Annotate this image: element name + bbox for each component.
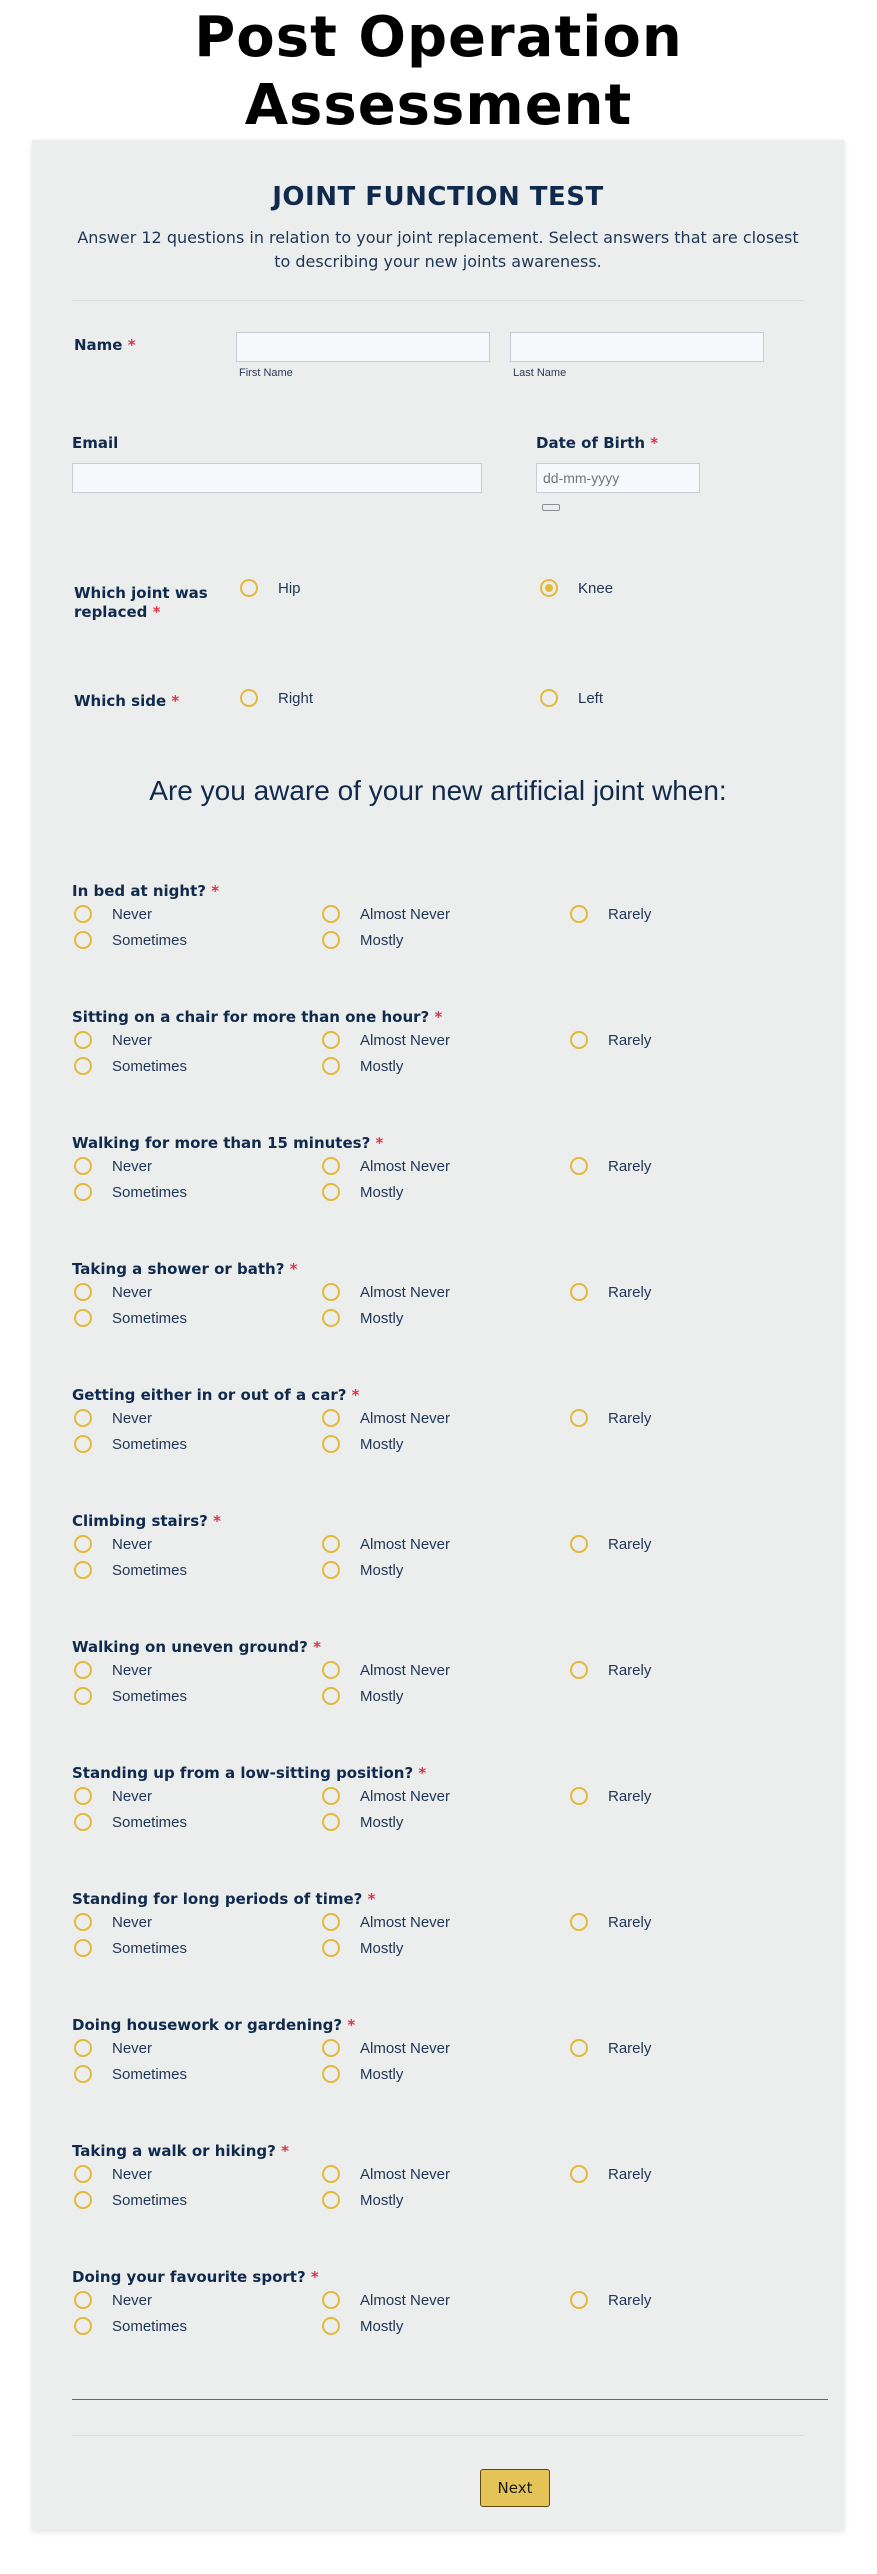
option-label: Never [112, 1535, 153, 1553]
dob-label [536, 434, 658, 453]
option-label: Almost Never [360, 1661, 451, 1679]
radio-icon[interactable] [74, 1057, 92, 1075]
radio-icon[interactable] [322, 1913, 340, 1931]
answer-option[interactable] [570, 902, 651, 926]
radio-icon[interactable] [74, 2317, 92, 2335]
radio-icon[interactable] [322, 1157, 340, 1175]
answer-option[interactable] [322, 1180, 403, 1204]
answer-option[interactable] [570, 1910, 651, 1934]
answer-option[interactable] [322, 1532, 450, 1556]
required-mark: * [367, 1890, 376, 1908]
radio-icon[interactable] [240, 579, 258, 597]
option-label: Rarely [608, 2165, 652, 2183]
radio-icon[interactable] [74, 1561, 92, 1579]
question-text: Standing for long periods of time? [72, 1890, 363, 1908]
option-label: Sometimes [112, 1435, 188, 1453]
joint-option-hip[interactable] [240, 576, 301, 600]
radio-icon[interactable] [74, 2191, 92, 2209]
answer-option[interactable] [322, 1054, 403, 1078]
option-label: Rarely [608, 1031, 652, 1049]
option-label: Never [112, 1031, 153, 1049]
answer-option[interactable] [322, 2162, 450, 2186]
option-label: Never [112, 905, 153, 923]
answer-option[interactable] [74, 1028, 152, 1052]
option-label: Sometimes [112, 2065, 188, 2083]
page-title: Post Operation Assessment [194, 5, 683, 138]
option-label: Mostly [360, 1561, 404, 1579]
answer-option[interactable] [570, 1658, 651, 1682]
answer-option[interactable] [74, 1684, 187, 1708]
radio-icon[interactable] [74, 931, 92, 949]
joint-option-knee[interactable] [540, 576, 613, 600]
radio-icon[interactable] [74, 1535, 92, 1553]
option-label: Sometimes [112, 1561, 188, 1579]
question-text: Taking a walk or hiking? [72, 2142, 276, 2160]
answer-option[interactable] [74, 1810, 187, 1834]
answer-option[interactable] [322, 1684, 403, 1708]
option-label: Rarely [608, 2039, 652, 2057]
radio-icon[interactable] [322, 2039, 340, 2057]
answer-option[interactable] [322, 1406, 450, 1430]
name-label-text: Name [74, 336, 123, 354]
answer-option[interactable] [74, 2288, 152, 2312]
option-label: Rarely [608, 1283, 652, 1301]
radio-icon[interactable] [74, 2065, 92, 2083]
option-label: Hip [278, 579, 301, 597]
answer-option[interactable] [570, 1784, 651, 1808]
option-label: Never [112, 1283, 153, 1301]
radio-icon[interactable] [322, 2191, 340, 2209]
question-text: Standing up from a low-sitting position? [72, 1764, 414, 1782]
first-name-sublabel: First Name [239, 367, 293, 379]
option-label: Never [112, 2165, 153, 2183]
radio-icon[interactable] [322, 2065, 340, 2083]
option-label: Never [112, 1661, 153, 1679]
answer-option[interactable] [322, 1784, 450, 1808]
answer-option[interactable] [74, 1936, 187, 1960]
answer-option[interactable] [74, 1306, 187, 1330]
option-label: Sometimes [112, 1183, 188, 1201]
radio-icon[interactable] [74, 1183, 92, 1201]
radio-icon[interactable] [74, 1157, 92, 1175]
question-text: In bed at night? [72, 882, 206, 900]
option-label: Rarely [608, 1661, 652, 1679]
question-text: Doing housework or gardening? [72, 2016, 343, 2034]
answer-option[interactable] [322, 1810, 403, 1834]
answer-option[interactable] [570, 1280, 651, 1304]
option-label: Mostly [360, 1309, 404, 1327]
answer-option[interactable] [322, 2188, 403, 2212]
email-label: Email [72, 434, 119, 452]
radio-icon[interactable] [570, 1031, 588, 1049]
option-label: Sometimes [112, 2191, 188, 2209]
joint-label [74, 584, 224, 622]
answer-option[interactable] [570, 2162, 651, 2186]
option-label: Almost Never [360, 1409, 451, 1427]
error-divider [72, 2399, 828, 2400]
answer-option[interactable] [322, 2062, 403, 2086]
required-mark: * [289, 1260, 298, 1278]
dob-label-text: Date of Birth [536, 434, 646, 452]
option-label: Mostly [360, 1813, 404, 1831]
answer-option[interactable] [570, 2288, 651, 2312]
answer-option[interactable] [322, 1028, 450, 1052]
option-label: Almost Never [360, 2291, 451, 2309]
radio-icon[interactable] [74, 1939, 92, 1957]
answer-option[interactable] [74, 928, 187, 952]
answer-option[interactable] [570, 1406, 651, 1430]
radio-icon[interactable] [322, 2165, 340, 2183]
question-label [72, 1512, 221, 1531]
required-mark: * [171, 692, 180, 710]
answer-option[interactable] [570, 1532, 651, 1556]
option-label: Right [278, 689, 314, 707]
radio-icon[interactable] [570, 2039, 588, 2057]
question-label [72, 2016, 355, 2035]
option-label: Almost Never [360, 905, 451, 923]
required-mark: * [418, 1764, 427, 1782]
radio-icon[interactable] [570, 1661, 588, 1679]
last-name-sublabel: Last Name [513, 367, 567, 379]
answer-option[interactable] [322, 1910, 450, 1934]
option-label: Mostly [360, 1687, 404, 1705]
option-label: Sometimes [112, 1939, 188, 1957]
radio-icon[interactable] [322, 1813, 340, 1831]
option-label: Sometimes [112, 2317, 188, 2335]
answer-option[interactable] [322, 902, 450, 926]
answer-option[interactable] [74, 1558, 187, 1582]
radio-icon[interactable] [74, 1661, 92, 1679]
option-label: Sometimes [112, 1057, 188, 1075]
divider [72, 2435, 804, 2436]
name-label [74, 336, 136, 355]
answer-option[interactable] [322, 1558, 403, 1582]
radio-icon[interactable] [570, 1409, 588, 1427]
required-mark: * [650, 434, 659, 452]
radio-icon[interactable] [74, 1913, 92, 1931]
answer-option[interactable] [322, 2314, 403, 2338]
option-label: Never [112, 2291, 153, 2309]
radio-icon[interactable] [322, 905, 340, 923]
answer-option[interactable] [322, 2036, 450, 2060]
answer-option[interactable] [74, 1054, 187, 1078]
radio-icon[interactable] [322, 1183, 340, 1201]
option-label: Left [578, 689, 604, 707]
radio-icon[interactable] [74, 1435, 92, 1453]
required-mark: * [434, 1008, 443, 1026]
answer-option[interactable] [74, 1280, 152, 1304]
answer-option[interactable] [74, 1658, 152, 1682]
answer-option[interactable] [74, 1406, 152, 1430]
option-label: Mostly [360, 1435, 404, 1453]
radio-icon[interactable] [74, 2165, 92, 2183]
radio-icon[interactable] [240, 689, 258, 707]
answer-option[interactable] [74, 1910, 152, 1934]
answer-option[interactable] [74, 1784, 152, 1808]
required-mark: * [375, 1134, 384, 1152]
question-label [72, 1638, 321, 1657]
radio-icon[interactable] [322, 2317, 340, 2335]
radio-icon[interactable] [570, 1535, 588, 1553]
answer-option[interactable] [74, 2188, 187, 2212]
radio-icon[interactable] [322, 1939, 340, 1957]
question-label [72, 1890, 375, 1909]
joint-label-text: Which joint was replaced [74, 584, 208, 621]
radio-icon[interactable] [570, 1157, 588, 1175]
option-label: Rarely [608, 1535, 652, 1553]
answer-option[interactable] [322, 1154, 450, 1178]
option-label: Almost Never [360, 1535, 451, 1553]
option-label: Rarely [608, 2291, 652, 2309]
option-label: Mostly [360, 2317, 404, 2335]
option-label: Never [112, 2039, 153, 2057]
answer-option[interactable] [74, 2036, 152, 2060]
next-button[interactable]: Next [480, 2469, 550, 2507]
answer-option[interactable] [322, 928, 403, 952]
question-label [72, 2142, 289, 2161]
radio-icon[interactable] [322, 1057, 340, 1075]
answer-option[interactable] [74, 2314, 187, 2338]
option-label: Almost Never [360, 1283, 451, 1301]
radio-icon[interactable] [540, 689, 558, 707]
option-label: Knee [578, 579, 614, 597]
answer-option[interactable] [570, 1154, 651, 1178]
radio-icon[interactable] [322, 1309, 340, 1327]
required-mark: * [211, 882, 220, 900]
question-label [72, 2268, 319, 2287]
radio-icon[interactable] [570, 2165, 588, 2183]
question-label [72, 1764, 426, 1783]
answer-option[interactable] [74, 2062, 187, 2086]
option-label: Mostly [360, 931, 404, 949]
option-label: Mostly [360, 1939, 404, 1957]
radio-icon[interactable] [322, 1283, 340, 1301]
answer-option[interactable] [570, 2036, 651, 2060]
option-label: Never [112, 1913, 153, 1931]
answer-option[interactable] [74, 1432, 187, 1456]
radio-icon[interactable] [322, 1787, 340, 1805]
first-name-input[interactable] [236, 332, 490, 362]
question-label [72, 1386, 360, 1405]
radio-icon[interactable] [322, 2291, 340, 2309]
answer-option[interactable] [74, 2162, 152, 2186]
question-text: Sitting on a chair for more than one hour? [72, 1008, 430, 1026]
answer-option[interactable] [322, 1306, 403, 1330]
radio-icon[interactable] [74, 1409, 92, 1427]
side-option-left[interactable] [540, 686, 603, 710]
question-text: Walking on uneven ground? [72, 1638, 308, 1656]
option-label: Mostly [360, 2191, 404, 2209]
required-mark: * [351, 1386, 360, 1404]
radio-icon[interactable] [322, 1561, 340, 1579]
calendar-button[interactable] [542, 504, 560, 511]
side-option-right[interactable] [240, 686, 313, 710]
question-label [72, 1134, 383, 1153]
option-label: Almost Never [360, 1787, 451, 1805]
required-mark: * [152, 603, 161, 621]
answer-option[interactable] [322, 1936, 403, 1960]
dob-input[interactable] [536, 463, 700, 493]
radio-icon[interactable] [74, 2039, 92, 2057]
option-label: Sometimes [112, 1813, 188, 1831]
option-label: Almost Never [360, 2165, 451, 2183]
radio-icon[interactable] [74, 1787, 92, 1805]
option-label: Mostly [360, 2065, 404, 2083]
question-text: Climbing stairs? [72, 1512, 208, 1530]
question-text: Getting either in or out of a car? [72, 1386, 347, 1404]
side-label-text: Which side [74, 692, 167, 710]
option-label: Sometimes [112, 931, 188, 949]
radio-icon[interactable] [322, 1535, 340, 1553]
question-label [72, 882, 219, 901]
radio-icon[interactable] [570, 1913, 588, 1931]
email-input[interactable] [72, 463, 482, 493]
divider [72, 300, 804, 301]
radio-icon[interactable] [74, 1031, 92, 1049]
option-label: Rarely [608, 1787, 652, 1805]
radio-icon[interactable] [74, 2291, 92, 2309]
option-label: Almost Never [360, 1031, 451, 1049]
answer-option[interactable] [322, 2288, 450, 2312]
option-label: Mostly [360, 1183, 404, 1201]
required-mark: * [127, 336, 136, 354]
answer-option[interactable] [322, 1658, 450, 1682]
option-label: Rarely [608, 1409, 652, 1427]
radio-icon[interactable] [570, 1787, 588, 1805]
option-label: Almost Never [360, 2039, 451, 2057]
radio-icon[interactable] [322, 1409, 340, 1427]
option-label: Sometimes [112, 1309, 188, 1327]
required-mark: * [313, 1638, 321, 1656]
section-heading: Are you aware of your new artificial joint when: [149, 775, 727, 806]
option-label: Almost Never [360, 1913, 451, 1931]
answer-option[interactable] [74, 1154, 152, 1178]
question-label [72, 1008, 442, 1027]
required-mark: * [347, 2016, 356, 2034]
question-text: Taking a shower or bath? [72, 1260, 285, 1278]
answer-option[interactable] [74, 902, 152, 926]
radio-icon[interactable] [74, 1687, 92, 1705]
radio-icon[interactable] [74, 905, 92, 923]
radio-icon[interactable] [570, 905, 588, 923]
option-label: Almost Never [360, 1157, 451, 1175]
option-label: Never [112, 1409, 153, 1427]
radio-icon[interactable] [322, 1435, 340, 1453]
side-label [74, 692, 179, 711]
form-description: Answer 12 questions in relation to your joint replacement. Select answers that are closest to describing your new joints awareness. [77, 228, 799, 271]
answer-option[interactable] [74, 1532, 152, 1556]
required-mark: * [310, 2268, 319, 2286]
radio-icon[interactable] [74, 1309, 92, 1327]
radio-icon[interactable] [74, 1813, 92, 1831]
required-mark: * [281, 2142, 289, 2160]
radio-icon[interactable] [322, 1687, 340, 1705]
form-title: JOINT FUNCTION TEST [272, 182, 604, 212]
question-label [72, 1260, 298, 1279]
question-text: Walking for more than 15 minutes? [72, 1134, 371, 1152]
form-card [32, 140, 844, 2530]
option-label: Rarely [608, 1157, 652, 1175]
answer-option[interactable] [322, 1432, 403, 1456]
radio-icon[interactable] [570, 2291, 588, 2309]
option-label: Sometimes [112, 1687, 188, 1705]
radio-icon[interactable] [570, 1283, 588, 1301]
answer-option[interactable] [322, 1280, 450, 1304]
option-label: Rarely [608, 905, 652, 923]
answer-option[interactable] [74, 1180, 187, 1204]
question-text: Doing your favourite sport? [72, 2268, 306, 2286]
option-label: Rarely [608, 1913, 652, 1931]
radio-checked-icon[interactable] [540, 579, 558, 597]
option-label: Never [112, 1157, 153, 1175]
radio-icon[interactable] [322, 1661, 340, 1679]
radio-icon[interactable] [74, 1283, 92, 1301]
required-mark: * [213, 1512, 221, 1530]
radio-icon[interactable] [322, 931, 340, 949]
option-label: Never [112, 1787, 153, 1805]
answer-option[interactable] [570, 1028, 651, 1052]
option-label: Mostly [360, 1057, 404, 1075]
radio-icon[interactable] [322, 1031, 340, 1049]
last-name-input[interactable] [510, 332, 764, 362]
